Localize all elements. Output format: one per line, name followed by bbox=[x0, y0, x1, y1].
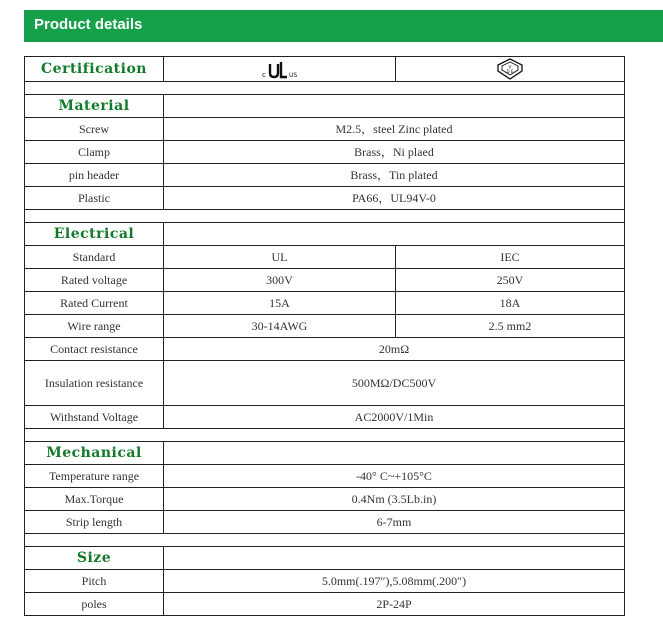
spec-value: 500MΩ/DC500V bbox=[164, 361, 625, 406]
table-row bbox=[25, 187, 625, 210]
svg-text:D E: D E bbox=[506, 69, 514, 75]
size-section-row bbox=[25, 547, 625, 570]
svg-text:US: US bbox=[288, 72, 297, 80]
spec-name: Rated voltage bbox=[25, 269, 164, 292]
spacer-row bbox=[25, 82, 625, 95]
svg-text:V: V bbox=[508, 64, 512, 70]
spec-name: Strip length bbox=[25, 511, 164, 534]
spec-value: -40° C~+105°C bbox=[164, 465, 625, 488]
table-row bbox=[25, 246, 625, 269]
spec-value: Brass，Ni plaed bbox=[164, 141, 625, 164]
cul-us-logo-icon bbox=[258, 60, 302, 80]
table-row bbox=[25, 570, 625, 593]
spec-value: 20mΩ bbox=[164, 338, 625, 361]
table-row bbox=[25, 511, 625, 534]
spec-name: Wire range bbox=[25, 315, 164, 338]
table-row bbox=[25, 164, 625, 187]
spec-name: Pitch bbox=[25, 570, 164, 593]
spec-name: Screw bbox=[25, 118, 164, 141]
spec-value: 2P-24P bbox=[164, 593, 625, 616]
material-label: Material bbox=[25, 95, 164, 118]
header-title: Product details bbox=[34, 16, 143, 33]
spec-value: 5.0mm(.197″),5.08mm(.200″) bbox=[164, 570, 625, 593]
spec-value: AC2000V/1Min bbox=[164, 406, 625, 429]
spec-table bbox=[24, 56, 625, 616]
product-details-header bbox=[24, 10, 663, 42]
spec-value: Brass，Tin plated bbox=[164, 164, 625, 187]
ul-logo-cell bbox=[164, 57, 396, 82]
spec-name: Rated Current bbox=[25, 292, 164, 315]
spec-name: Standard bbox=[25, 246, 164, 269]
spacer-row bbox=[25, 429, 625, 442]
svg-text:c: c bbox=[261, 71, 266, 80]
table-row bbox=[25, 488, 625, 511]
spec-name: Max.Torque bbox=[25, 488, 164, 511]
table-row bbox=[25, 465, 625, 488]
size-label: Size bbox=[25, 547, 164, 570]
spacer-row bbox=[25, 534, 625, 547]
table-row bbox=[25, 338, 625, 361]
electrical-section-row bbox=[25, 223, 625, 246]
table-row bbox=[25, 118, 625, 141]
table-row bbox=[25, 269, 625, 292]
spec-name: Clamp bbox=[25, 141, 164, 164]
spec-value: M2.5，steel Zinc plated bbox=[164, 118, 625, 141]
table-row bbox=[25, 593, 625, 616]
spec-value: 0.4Nm (3.5Lb.in) bbox=[164, 488, 625, 511]
spacer-row bbox=[25, 210, 625, 223]
spec-name: Temperature range bbox=[25, 465, 164, 488]
spec-value-ul: 15A bbox=[164, 292, 396, 315]
certification-row bbox=[25, 57, 625, 82]
spec-name: Plastic bbox=[25, 187, 164, 210]
spec-value-ul: 300V bbox=[164, 269, 396, 292]
table-row bbox=[25, 315, 625, 338]
spec-value-iec: 250V bbox=[396, 269, 625, 292]
spec-value-ul: 30-14AWG bbox=[164, 315, 396, 338]
certification-label: Certification bbox=[25, 57, 164, 82]
mechanical-section-row bbox=[25, 442, 625, 465]
spec-value-iec: IEC bbox=[396, 246, 625, 269]
spec-value-iec: 18A bbox=[396, 292, 625, 315]
electrical-label: Electrical bbox=[25, 223, 164, 246]
material-section-row bbox=[25, 95, 625, 118]
spec-value: 6-7mm bbox=[164, 511, 625, 534]
spec-value: PA66，UL94V-0 bbox=[164, 187, 625, 210]
vde-logo-cell bbox=[396, 57, 625, 82]
spec-name: poles bbox=[25, 593, 164, 616]
spec-name: Insulation resistance bbox=[25, 361, 164, 406]
mechanical-label: Mechanical bbox=[25, 442, 164, 465]
table-row bbox=[25, 292, 625, 315]
spec-name: Withstand Voltage bbox=[25, 406, 164, 429]
table-row bbox=[25, 406, 625, 429]
spec-value-ul: UL bbox=[164, 246, 396, 269]
table-row bbox=[25, 361, 625, 406]
spec-name: pin header bbox=[25, 164, 164, 187]
spec-value-iec: 2.5 mm2 bbox=[396, 315, 625, 338]
vde-logo-icon bbox=[495, 57, 525, 81]
spec-name: Contact resistance bbox=[25, 338, 164, 361]
table-row bbox=[25, 141, 625, 164]
